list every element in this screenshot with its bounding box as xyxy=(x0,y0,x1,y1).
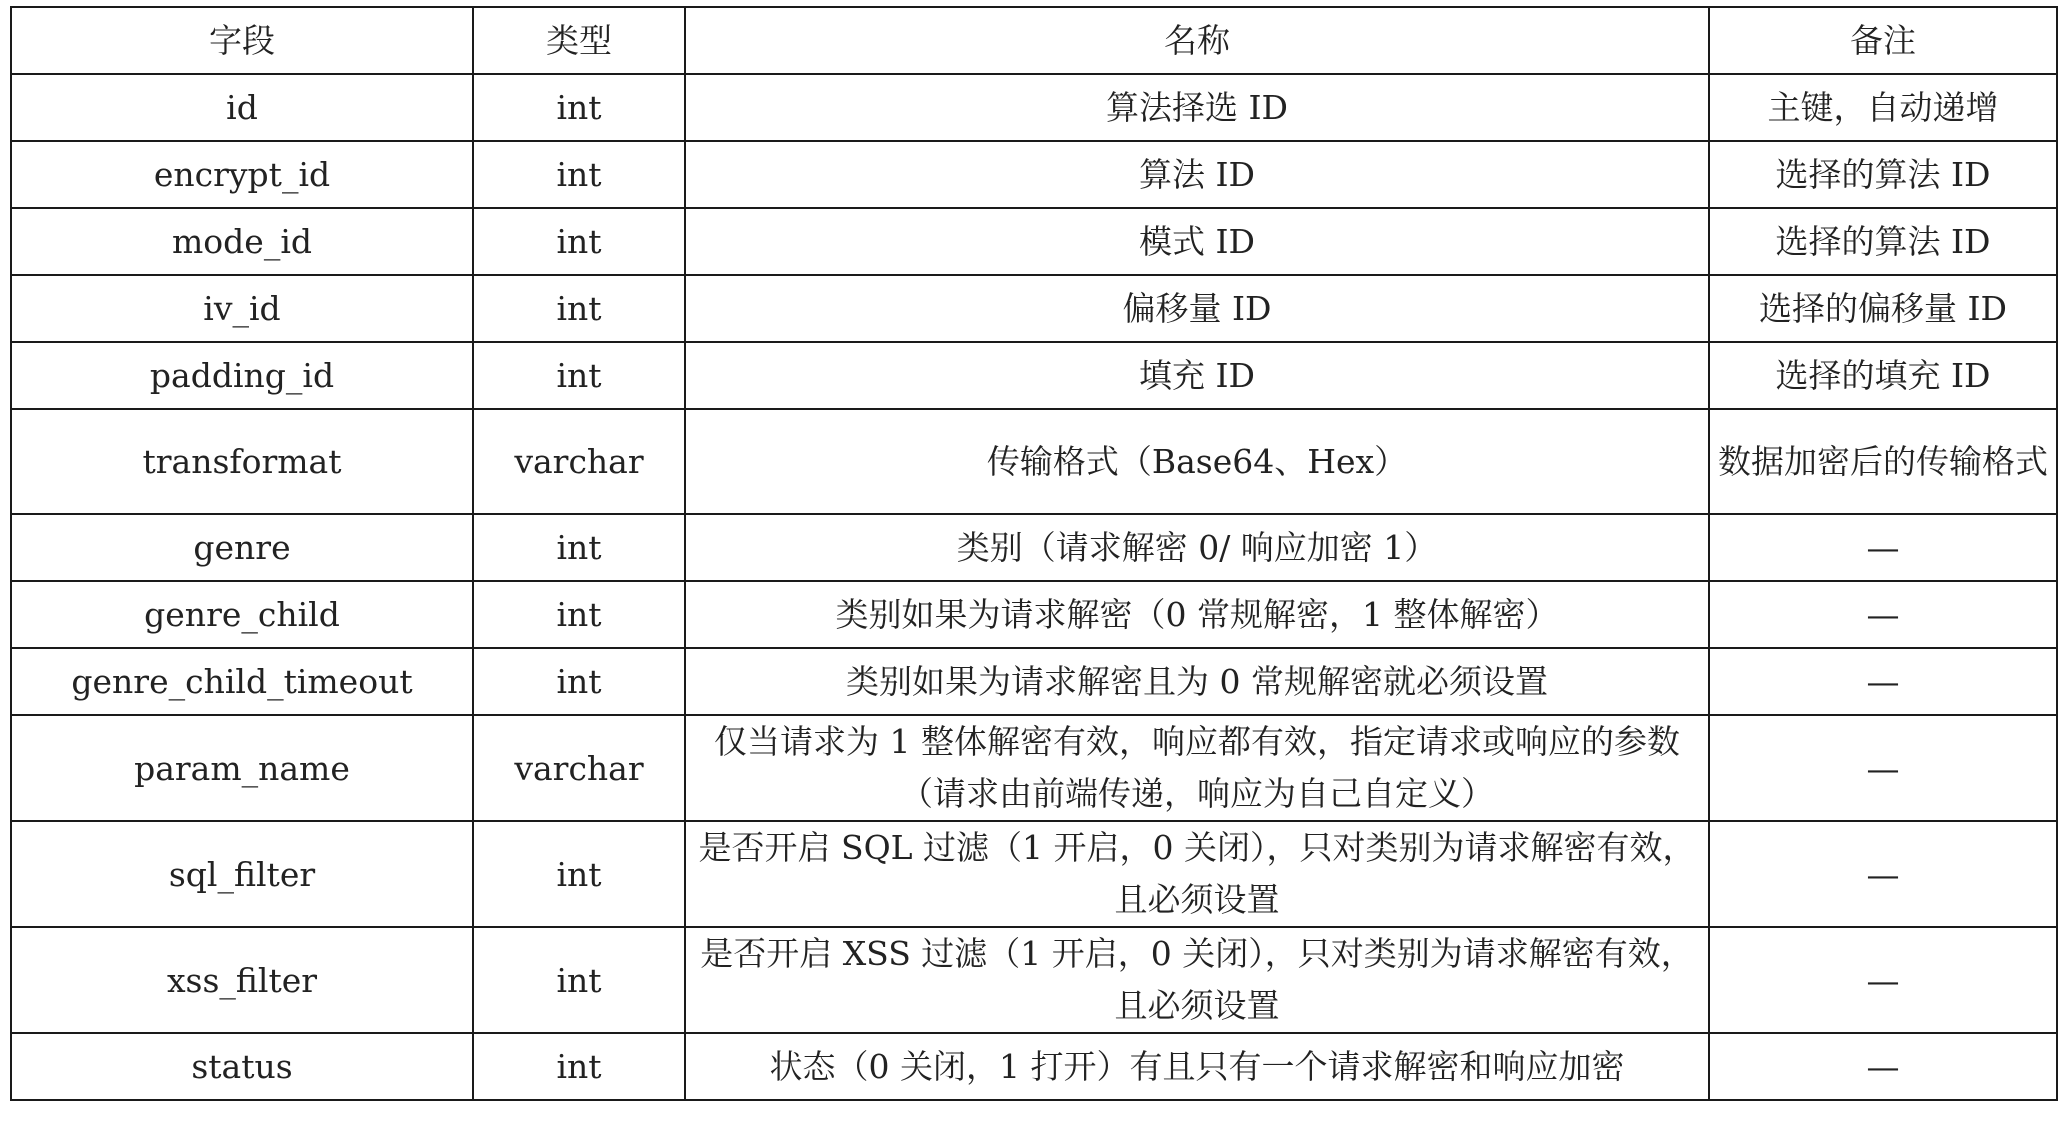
cell-name: 模式 ID xyxy=(685,208,1709,275)
cell-name: 偏移量 ID xyxy=(685,275,1709,342)
cell-type: int xyxy=(473,514,685,581)
cell-type: varchar xyxy=(473,409,685,514)
cell-remark: 选择的算法 ID xyxy=(1709,208,2057,275)
cell-field: iv_id xyxy=(11,275,473,342)
cell-type: int xyxy=(473,927,685,1033)
cell-remark: 选择的填充 ID xyxy=(1709,342,2057,409)
cell-field: padding_id xyxy=(11,342,473,409)
cell-name: 算法 ID xyxy=(685,141,1709,208)
cell-field: genre_child_timeout xyxy=(11,648,473,715)
cell-remark-text: 数据加密后的传输格式 xyxy=(1718,441,2048,481)
table-row xyxy=(11,927,2057,1033)
cell-type: varchar xyxy=(473,715,685,821)
cell-remark: — xyxy=(1709,821,2057,927)
cell-remark xyxy=(1709,409,2057,514)
cell-field: transformat xyxy=(11,409,473,514)
cell-remark: — xyxy=(1709,514,2057,581)
cell-name: 类别如果为请求解密（0 常规解密，1 整体解密） xyxy=(685,581,1709,648)
cell-field: genre_child xyxy=(11,581,473,648)
table-row xyxy=(11,648,2057,715)
cell-name: 传输格式（Base64、Hex） xyxy=(685,409,1709,514)
cell-field: sql_filter xyxy=(11,821,473,927)
cell-field: status xyxy=(11,1033,473,1100)
field-table-container xyxy=(10,6,2056,1101)
cell-remark: 选择的偏移量 ID xyxy=(1709,275,2057,342)
table-row xyxy=(11,1033,2057,1100)
cell-field: id xyxy=(11,74,473,141)
cell-name: 类别如果为请求解密且为 0 常规解密就必须设置 xyxy=(685,648,1709,715)
cell-type: int xyxy=(473,141,685,208)
cell-name: 状态（0 关闭，1 打开）有且只有一个请求解密和响应加密 xyxy=(685,1033,1709,1100)
cell-name: 填充 ID xyxy=(685,342,1709,409)
cell-field: mode_id xyxy=(11,208,473,275)
cell-type: int xyxy=(473,208,685,275)
cell-name: 类别（请求解密 0/ 响应加密 1） xyxy=(685,514,1709,581)
table-row xyxy=(11,141,2057,208)
header-remark: 备注 xyxy=(1709,7,2057,74)
cell-field: encrypt_id xyxy=(11,141,473,208)
table-row xyxy=(11,715,2057,821)
cell-name xyxy=(685,927,1709,1033)
table-row xyxy=(11,581,2057,648)
cell-name xyxy=(685,821,1709,927)
table-row xyxy=(11,409,2057,514)
cell-name: 算法择选 ID xyxy=(685,74,1709,141)
cell-remark: 选择的算法 ID xyxy=(1709,141,2057,208)
header-name: 名称 xyxy=(685,7,1709,74)
cell-name xyxy=(685,715,1709,821)
cell-field: xss_filter xyxy=(11,927,473,1033)
cell-field: genre xyxy=(11,514,473,581)
cell-remark: 主键，自动递增 xyxy=(1709,74,2057,141)
cell-type: int xyxy=(473,648,685,715)
table-row xyxy=(11,74,2057,141)
field-table xyxy=(10,6,2058,1101)
cell-name-text: 仅当请求为 1 整体解密有效，响应都有效，指定请求或响应的参数（请求由前端传递，响应为自己自定义） xyxy=(714,722,1680,813)
cell-type: int xyxy=(473,1033,685,1100)
cell-remark: — xyxy=(1709,1033,2057,1100)
cell-type: int xyxy=(473,74,685,141)
cell-name-text: 是否开启 XSS 过滤（1 开启，0 关闭），只对类别为请求解密有效，且必须设置 xyxy=(700,934,1694,1025)
cell-remark: — xyxy=(1709,927,2057,1033)
cell-type: int xyxy=(473,275,685,342)
cell-remark: — xyxy=(1709,648,2057,715)
cell-field: param_name xyxy=(11,715,473,821)
cell-name-text: 是否开启 SQL 过滤（1 开启，0 关闭），只对类别为请求解密有效，且必须设置 xyxy=(698,828,1696,919)
table-row xyxy=(11,821,2057,927)
cell-type: int xyxy=(473,821,685,927)
header-field: 字段 xyxy=(11,7,473,74)
cell-remark: — xyxy=(1709,715,2057,821)
table-row xyxy=(11,342,2057,409)
table-row xyxy=(11,208,2057,275)
cell-type: int xyxy=(473,342,685,409)
table-row xyxy=(11,275,2057,342)
table-header-row xyxy=(11,7,2057,74)
table-row xyxy=(11,514,2057,581)
cell-type: int xyxy=(473,581,685,648)
header-type: 类型 xyxy=(473,7,685,74)
cell-remark: — xyxy=(1709,581,2057,648)
